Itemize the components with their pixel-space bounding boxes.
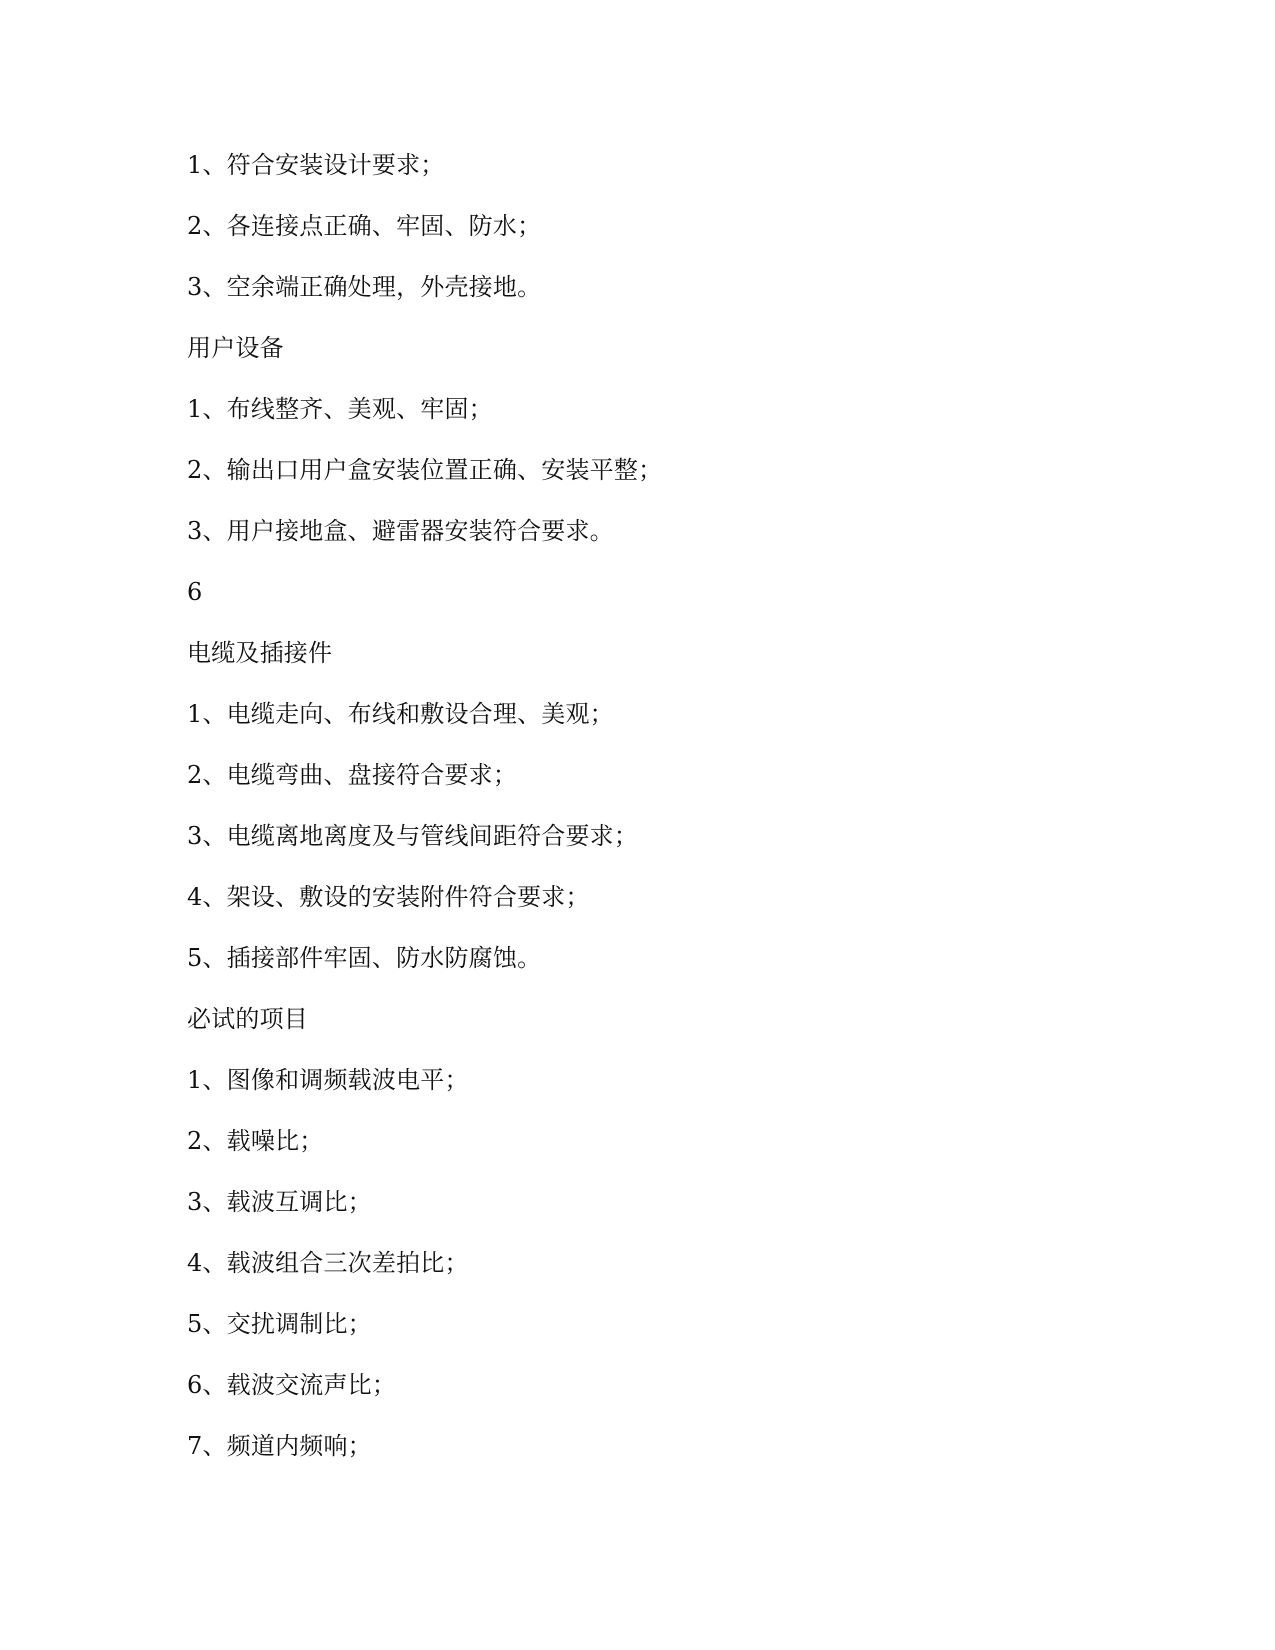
section-heading-cables-connectors: 电缆及插接件 [187, 639, 333, 667]
list-item: 3、空余端正确处理，外壳接地。 [187, 273, 542, 301]
list-item: 2、电缆弯曲、盘接符合要求； [187, 761, 518, 789]
list-item: 2、输出口用户盒安装位置正确、安装平整； [187, 456, 663, 484]
list-item: 3、电缆离地离度及与管线间距符合要求； [187, 822, 639, 850]
list-item: 3、载波互调比； [187, 1188, 372, 1216]
list-item: 1、图像和调频载波电平； [187, 1066, 469, 1094]
list-item: 3、用户接地盒、避雷器安装符合要求。 [187, 517, 614, 545]
list-item: 5、交扰调制比； [187, 1310, 372, 1338]
list-item: 7、频道内频响； [187, 1432, 372, 1460]
document-body [187, 145, 1087, 1487]
list-item: 5、插接部件牢固、防水防腐蚀。 [187, 944, 542, 972]
list-item: 4、架设、敷设的安装附件符合要求； [187, 883, 590, 911]
section-heading-user-equipment: 用户设备 [187, 334, 284, 362]
list-item: 4、载波组合三次差拍比； [187, 1249, 469, 1277]
list-item: 1、符合安装设计要求； [187, 151, 445, 179]
section-heading-required-tests: 必试的项目 [187, 1005, 308, 1033]
section-number: 6 [187, 578, 203, 606]
list-item: 1、电缆走向、布线和敷设合理、美观； [187, 700, 614, 728]
list-item: 2、各连接点正确、牢固、防水； [187, 212, 542, 240]
list-item: 2、载噪比； [187, 1127, 324, 1155]
list-item: 1、布线整齐、美观、牢固； [187, 395, 493, 423]
list-item: 6、载波交流声比； [187, 1371, 397, 1399]
